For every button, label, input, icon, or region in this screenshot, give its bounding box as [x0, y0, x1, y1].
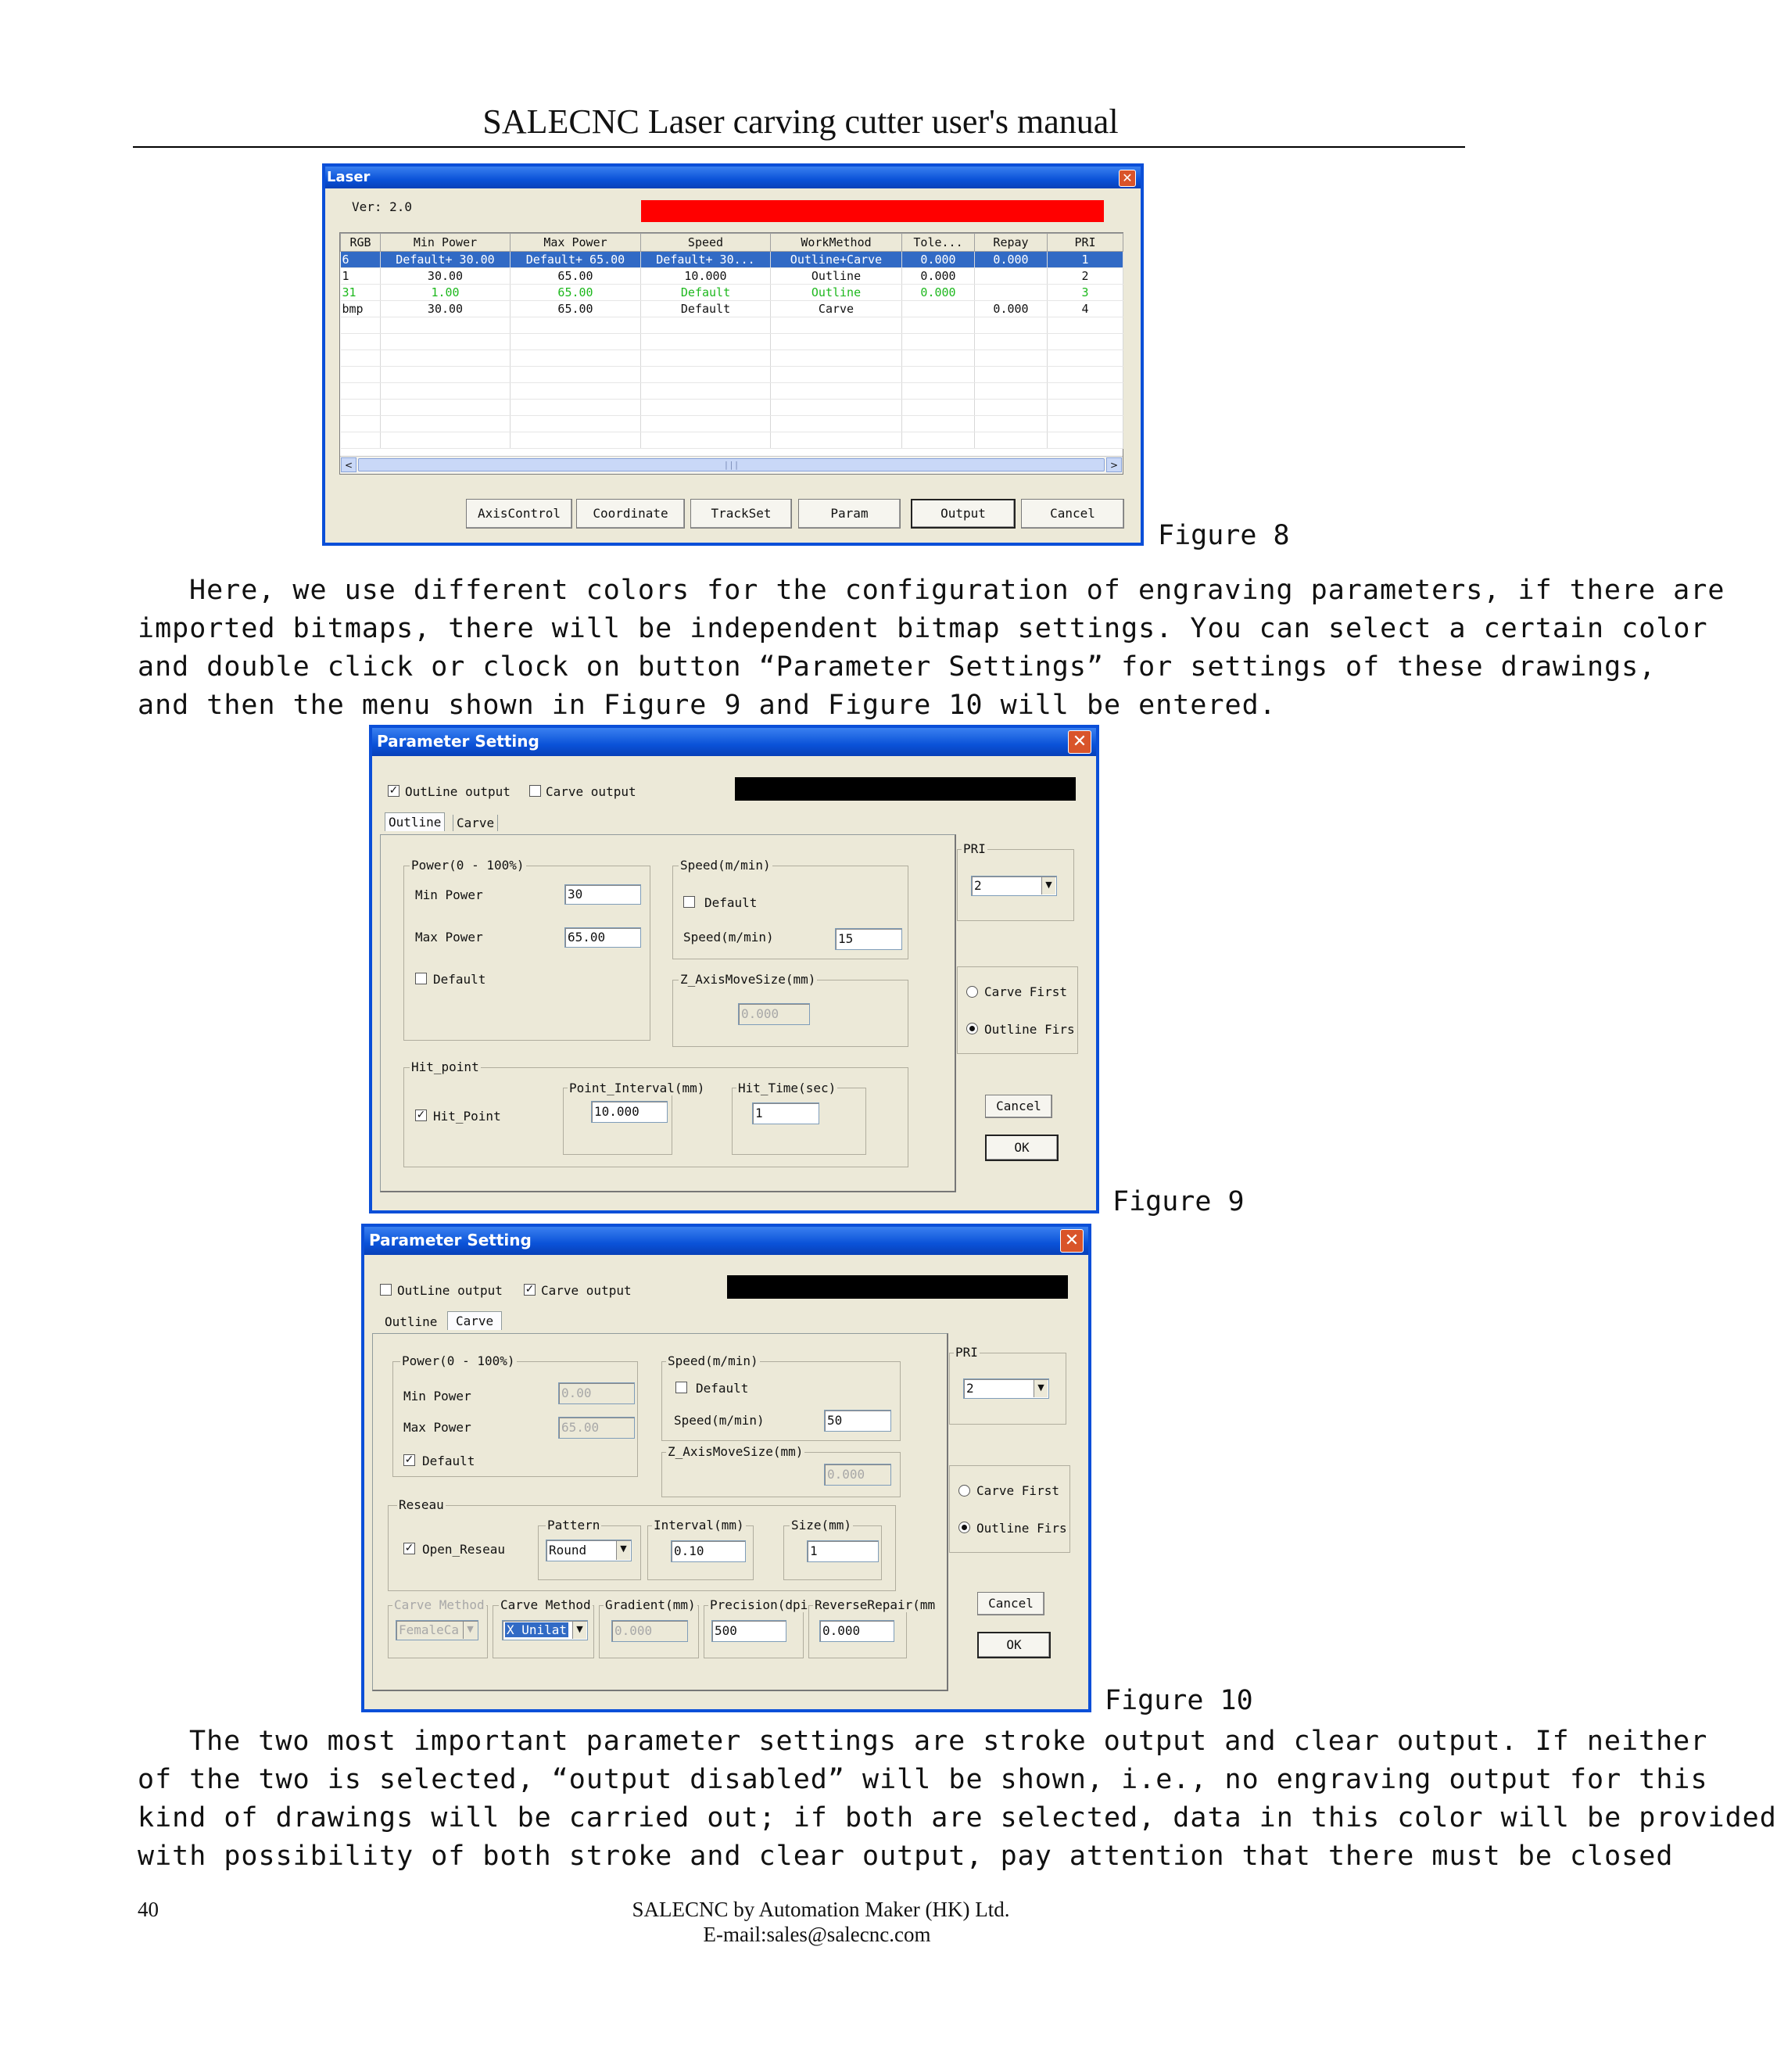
fig10-max-power-label: Max Power	[403, 1420, 471, 1435]
fig9-title-bar	[372, 728, 1096, 756]
fig9-carve-output-label: Carve output	[546, 784, 636, 799]
fig10-speed-label: Speed(m/min)	[674, 1413, 765, 1428]
fig9-hit-time-label: Hit_Time(sec)	[738, 1081, 837, 1095]
fig10-size-input[interactable]: 1	[807, 1540, 879, 1562]
table-row	[341, 383, 1123, 400]
fig10-speed-input[interactable]: 50	[824, 1410, 891, 1432]
table-cell: 1	[1048, 252, 1123, 268]
scroll-grip: |||	[723, 460, 740, 470]
fig10-reverse-repair-label: ReverseRepair(mm	[815, 1597, 936, 1612]
figure-9-caption: Figure 9	[1112, 1186, 1245, 1217]
fig10-carve-output-checkbox[interactable]: ✓	[525, 1283, 535, 1296]
fig10-carve-first-radio[interactable]	[958, 1485, 970, 1497]
chevron-down-icon[interactable]: ▼	[572, 1622, 586, 1639]
fig10-outline-output-checkbox[interactable]	[380, 1284, 392, 1296]
fig10-carve-first-label: Carve First	[976, 1483, 1059, 1498]
chevron-down-icon[interactable]: ▼	[1034, 1380, 1048, 1397]
scroll-thumb[interactable]	[358, 458, 1105, 471]
fig9-carve-output-checkbox[interactable]	[529, 785, 541, 797]
fig10-title-bar	[364, 1227, 1088, 1255]
fig10-ok-button[interactable]: OK	[977, 1632, 1051, 1658]
fig9-pri-group-label: PRI	[963, 841, 986, 856]
figure-10-caption: Figure 10	[1105, 1685, 1253, 1716]
fig9-tab-carve[interactable]: Carve	[453, 815, 498, 831]
fig10-interval-input[interactable]: 0.10	[671, 1540, 746, 1562]
table-row	[341, 367, 1123, 383]
table-cell: Outline	[771, 285, 902, 301]
fig10-z-axis-group-label: Z_AxisMoveSize(mm)	[668, 1444, 804, 1459]
fig10-carve-method-disabled-label: Carve Method	[394, 1597, 485, 1612]
fig10-carve-method-label: Carve Method	[500, 1597, 591, 1612]
fig10-pri-value: 2	[966, 1381, 974, 1396]
fig9-cancel-button[interactable]: Cancel	[985, 1095, 1052, 1118]
fig9-window-title: Parameter Setting	[377, 732, 539, 751]
fig9-outline-output-label: OutLine output	[405, 784, 511, 799]
table-cell: Default+ 30...	[641, 252, 771, 268]
footer-email: E-mail:sales@salecnc.com	[703, 1923, 931, 1946]
parameter-setting-carve-window	[361, 1224, 1091, 1712]
chevron-down-icon[interactable]: ▼	[1041, 877, 1055, 894]
horizontal-scrollbar[interactable]	[340, 456, 1123, 474]
fig9-speed-group-label: Speed(m/min)	[680, 858, 771, 873]
col-header[interactable]: Min Power	[381, 234, 511, 252]
paragraph-2	[138, 1722, 1777, 1876]
fig10-outline-first-radio[interactable]	[958, 1522, 970, 1533]
fig10-z-axis-input[interactable]: 0.000	[824, 1464, 891, 1486]
fig10-close-button[interactable]: ✕	[1060, 1229, 1084, 1253]
fig9-close-button[interactable]: ✕	[1068, 730, 1091, 754]
fig10-status-bar	[727, 1275, 1068, 1299]
fig10-default-label: Default	[422, 1454, 475, 1468]
fig10-tab-carve[interactable]: Carve	[447, 1311, 502, 1330]
table-row	[341, 334, 1123, 350]
table-cell: Outline	[771, 268, 902, 285]
table-row	[341, 400, 1123, 416]
fig10-carve-method-disabled-value: FemaleCa	[399, 1622, 460, 1637]
header-divider	[133, 146, 1465, 148]
output-button[interactable]: Output	[911, 499, 1016, 529]
fig10-interval-label: Interval(mm)	[654, 1518, 744, 1532]
fig9-min-power-label: Min Power	[415, 887, 483, 902]
table-row[interactable]	[341, 301, 1123, 317]
version-label: Ver: 2.0	[352, 199, 413, 214]
table-cell: Default+ 30.00	[381, 252, 511, 268]
fig10-cancel-button[interactable]: Cancel	[977, 1592, 1044, 1615]
table-row[interactable]	[341, 268, 1123, 285]
table-cell	[975, 268, 1048, 285]
fig10-pri-dropdown[interactable]	[963, 1378, 1049, 1399]
fig9-default-label: Default	[433, 972, 486, 987]
fig10-pattern-value: Round	[549, 1543, 587, 1558]
fig10-open-reseau-checkbox[interactable]: ✓	[404, 1542, 414, 1554]
fig10-speed-default-checkbox[interactable]	[675, 1382, 687, 1393]
fig9-point-interval-input[interactable]: 10.000	[591, 1101, 668, 1123]
fig10-pri-group-label: PRI	[955, 1345, 978, 1360]
fig10-size-label: Size(mm)	[791, 1518, 852, 1532]
page-number: 40	[138, 1898, 159, 1921]
fig10-speed-default-label: Default	[696, 1381, 749, 1396]
fig9-z-axis-input[interactable]: 0.000	[738, 1003, 810, 1025]
fig10-window-title: Parameter Setting	[369, 1231, 532, 1249]
fig9-hit-time-input[interactable]: 1	[752, 1102, 819, 1124]
chevron-down-icon[interactable]: ▼	[616, 1541, 630, 1560]
laser-close-button[interactable]: ✕	[1119, 170, 1136, 187]
fig9-outline-first-label: Outline Firs	[984, 1022, 1075, 1037]
fig9-carve-first-label: Carve First	[984, 984, 1067, 999]
table-cell: 2	[1048, 268, 1123, 285]
fig10-carve-method-dropdown[interactable]	[502, 1620, 588, 1640]
fig9-status-bar	[735, 777, 1076, 801]
paragraph-1	[138, 572, 1725, 725]
fig10-gradient-input[interactable]: 0.000	[611, 1620, 688, 1642]
fig9-speed-default-checkbox[interactable]	[683, 896, 695, 908]
axis-control-button[interactable]: AxisControl	[466, 499, 572, 529]
fig10-gradient-label: Gradient(mm)	[605, 1597, 696, 1612]
laser-window-title: Laser	[327, 169, 371, 185]
fig10-carve-method-disabled-dropdown[interactable]	[396, 1620, 478, 1640]
fig9-point-interval-label: Point_Interval(mm)	[569, 1081, 705, 1095]
scroll-left-arrow[interactable]: <	[341, 457, 356, 472]
table-row[interactable]	[341, 285, 1123, 301]
table-row	[341, 416, 1123, 432]
col-header[interactable]: RGB	[341, 234, 381, 252]
table-cell: 0.000	[902, 285, 975, 301]
fig10-precision-input[interactable]: 500	[711, 1620, 786, 1642]
fig10-min-power-label: Min Power	[403, 1389, 471, 1403]
table-cell: 0.000	[975, 301, 1048, 317]
fig9-speed-input[interactable]: 15	[835, 928, 902, 950]
table-header-row	[341, 234, 1123, 252]
fig9-hit-point-checkbox[interactable]: ✓	[416, 1109, 426, 1121]
chevron-down-icon[interactable]: ▼	[463, 1622, 477, 1639]
page-header-title: SALECNC Laser carving cutter user's manual	[482, 102, 1119, 141]
table-cell: 3	[1048, 285, 1123, 301]
fig9-pri-value: 2	[974, 878, 982, 893]
table-row	[341, 350, 1123, 367]
table-cell: 31	[341, 285, 381, 301]
paragraph-line: kind of drawings will be carried out; if both are selected, data in this color will be provided	[138, 1802, 1777, 1834]
fig10-pattern-dropdown[interactable]	[546, 1540, 632, 1561]
paragraph-line: Here, we use different colors for the configuration of engraving parameters, if there are	[189, 575, 1725, 606]
paragraph-line: The two most important parameter settings are stroke output and clear output. If neither	[189, 1726, 1708, 1757]
table-cell: 1	[341, 268, 381, 285]
parameter-setting-outline-window	[369, 725, 1099, 1213]
fig9-z-axis-group-label: Z_AxisMoveSize(mm)	[680, 972, 816, 987]
fig10-precision-label: Precision(dpi	[710, 1597, 808, 1612]
fig10-max-power-input[interactable]: 65.00	[558, 1417, 635, 1439]
paragraph-line: of the two is selected, “output disabled” will be shown, i.e., no engraving output for this	[138, 1764, 1708, 1795]
col-header[interactable]: Tole...	[902, 234, 975, 252]
paragraph-line: with possibility of both stroke and clear output, pay attention that there must be closed	[138, 1841, 1674, 1872]
fig9-outline-output-checkbox[interactable]: ✓	[389, 784, 399, 797]
table-cell	[902, 301, 975, 317]
fig10-speed-group-label: Speed(m/min)	[668, 1353, 758, 1368]
fig9-default-checkbox[interactable]	[415, 973, 427, 984]
fig9-speed-label: Speed(m/min)	[683, 930, 774, 945]
fig10-open-reseau-label: Open_Reseau	[422, 1542, 505, 1557]
fig9-hit-point-group-label: Hit_point	[411, 1059, 479, 1074]
table-cell: 30.00	[381, 301, 511, 317]
figure-8-caption: Figure 8	[1158, 520, 1290, 551]
table-cell: 6	[341, 252, 381, 268]
fig10-outline-first-label: Outline Firs	[976, 1521, 1067, 1536]
fig9-outline-first-radio[interactable]	[966, 1023, 978, 1034]
coordinate-button[interactable]: Coordinate	[576, 499, 685, 529]
scroll-right-arrow[interactable]: >	[1106, 457, 1122, 472]
layer-table[interactable]	[339, 232, 1123, 475]
table-cell: 65.00	[511, 301, 641, 317]
fig10-tab-outline[interactable]: Outline	[385, 1314, 438, 1329]
table-cell: 0.000	[902, 268, 975, 285]
col-header[interactable]: Max Power	[511, 234, 641, 252]
fig9-max-power-input[interactable]: 65.00	[564, 927, 641, 948]
table-cell: bmp	[341, 301, 381, 317]
fig9-order-group	[957, 966, 1078, 1054]
table-cell: 0.000	[902, 252, 975, 268]
fig9-hit-point-label: Hit_Point	[433, 1109, 501, 1124]
trackset-button[interactable]: TrackSet	[690, 499, 792, 529]
fig10-default-checkbox[interactable]: ✓	[404, 1454, 414, 1466]
fig9-power-group-label: Power(0 - 100%)	[411, 858, 525, 873]
fig9-min-power-input[interactable]: 30	[564, 884, 641, 905]
table-cell	[975, 285, 1048, 301]
table-cell: 0.000	[975, 252, 1048, 268]
table-row[interactable]	[341, 252, 1123, 268]
table-cell: 65.00	[511, 268, 641, 285]
table-cell: Default	[641, 285, 771, 301]
col-header[interactable]: Repay	[975, 234, 1048, 252]
fig10-carve-method-value: X Unilat	[507, 1622, 568, 1637]
table-cell: Default	[641, 301, 771, 317]
fig10-outline-output-label: OutLine output	[397, 1283, 503, 1298]
fig10-reseau-group-label: Reseau	[399, 1497, 444, 1512]
red-status-bar	[641, 200, 1104, 222]
table-row	[341, 317, 1123, 334]
fig9-carve-first-radio[interactable]	[966, 986, 978, 998]
table-row	[341, 432, 1123, 449]
fig10-power-group-label: Power(0 - 100%)	[402, 1353, 515, 1368]
col-header[interactable]: Speed	[641, 234, 771, 252]
cancel-button[interactable]: Cancel	[1021, 499, 1124, 529]
fig9-pri-dropdown[interactable]	[971, 876, 1057, 896]
param-button[interactable]: Param	[798, 499, 901, 529]
col-header[interactable]: PRI	[1048, 234, 1123, 252]
fig10-min-power-input[interactable]: 0.00	[558, 1382, 635, 1404]
col-header[interactable]: WorkMethod	[771, 234, 902, 252]
paragraph-line: and then the menu shown in Figure 9 and Figure 10 will be entered.	[138, 690, 1277, 721]
fig10-pattern-label: Pattern	[547, 1518, 600, 1532]
table-cell: 10.000	[641, 268, 771, 285]
laser-window	[322, 163, 1144, 546]
paragraph-line: imported bitmaps, there will be independent bitmap settings. You can select a certain color	[138, 613, 1708, 644]
table-cell: 65.00	[511, 285, 641, 301]
fig9-ok-button[interactable]: OK	[985, 1135, 1059, 1161]
table-cell: 30.00	[381, 268, 511, 285]
table-cell: 1.00	[381, 285, 511, 301]
fig10-carve-output-label: Carve output	[541, 1283, 632, 1298]
fig9-max-power-label: Max Power	[415, 930, 483, 945]
laser-title-bar	[325, 167, 1141, 188]
table-cell: Default+ 65.00	[511, 252, 641, 268]
paragraph-line: and double click or clock on button “Parameter Settings” for settings of these drawings,	[138, 651, 1657, 683]
table-cell: Outline+Carve	[771, 252, 902, 268]
footer-company: SALECNC by Automation Maker (HK) Ltd.	[632, 1898, 1010, 1921]
table-cell: Carve	[771, 301, 902, 317]
fig10-reverse-repair-input[interactable]: 0.000	[819, 1620, 894, 1642]
fig9-speed-default-label: Default	[704, 895, 758, 910]
table-cell: 4	[1048, 301, 1123, 317]
fig9-tab-outline[interactable]: Outline	[385, 812, 445, 831]
fig10-order-group	[949, 1465, 1070, 1553]
